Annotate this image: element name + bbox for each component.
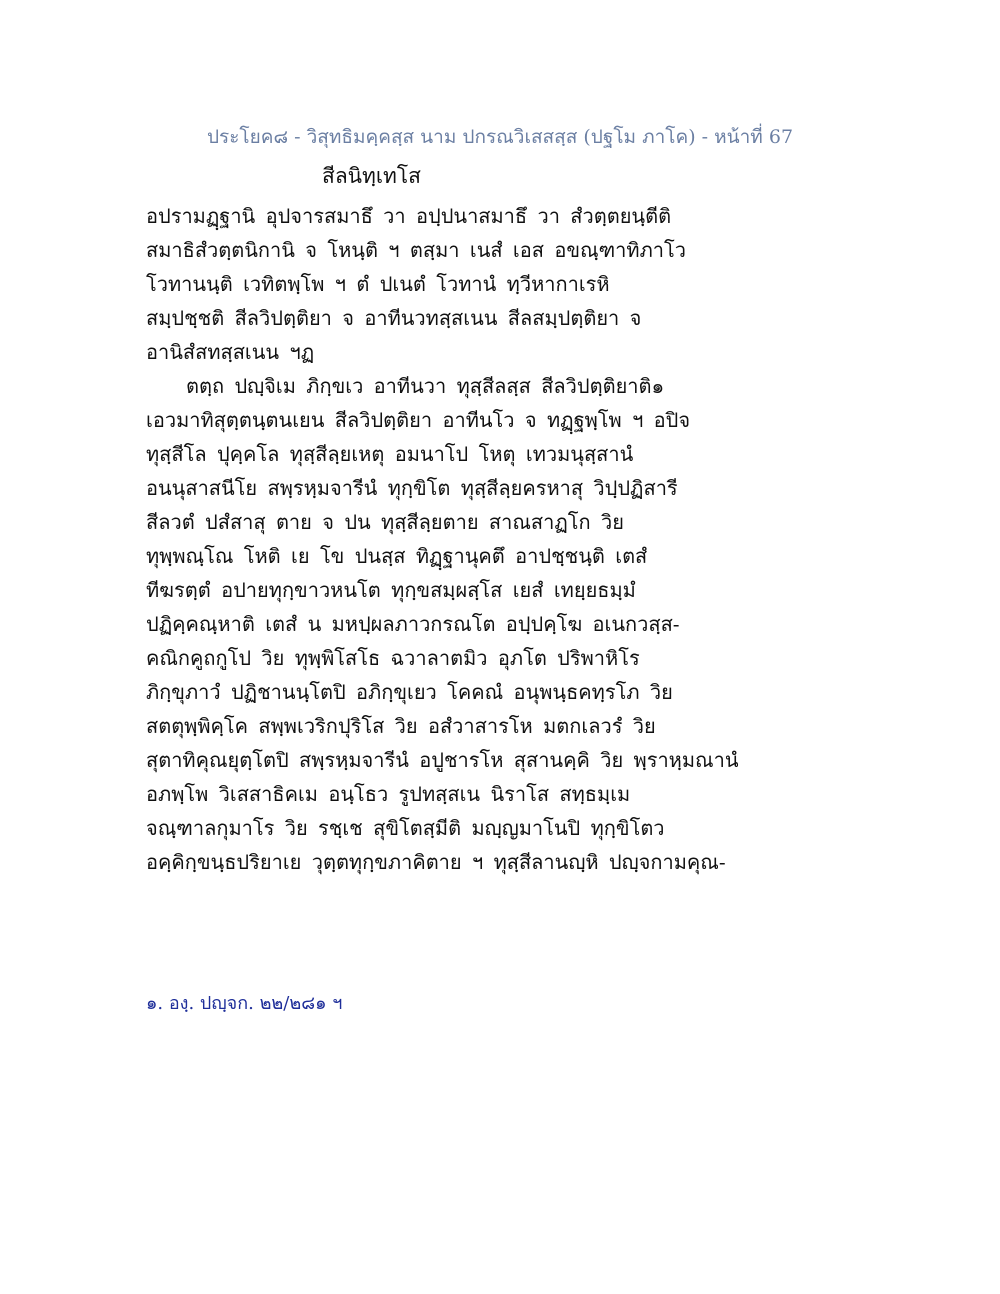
text-line: สตตุพฺพิคฺโค สพฺพเวริกปุริโส วิย อสํวาสารโห มตกเลวรํ วิย <box>146 714 656 738</box>
text-line: สมาธิสํวตฺตนิกานิ จ โหนฺติ ฯ ตสฺมา เนสํ เอส อขณฺฑาทิภาโว <box>146 238 686 262</box>
text-line: สมฺปชฺชติ สีลวิปตฺติยา จ อาทีนวทสฺสเนน สีลสมฺปตฺติยา จ <box>146 306 642 330</box>
text-line: อนนุสาสนีโย สพฺรหฺมจารีนํ ทุกฺขิโต ทุสฺสีลฺยครหาสุ วิปฺปฏิสารี <box>146 476 678 500</box>
text-line: อานิสํสทสฺสเนน ฯฏ <box>146 340 315 364</box>
text-line: ทีฆรตฺตํ อปายทุกฺขาวหนโต ทุกฺขสมฺผสฺโส เยสํ เทยฺยธมฺมํ <box>146 578 636 602</box>
text-line: ภิกฺขุภาวํ ปฏิชานนฺโตปิ อภิกฺขุเยว โคคณํ อนุพนฺธคทฺรโภ วิย <box>146 680 673 704</box>
running-header: ประโยค๘ - วิสุทธิมคฺคสฺส นาม ปกรณวิเสสสฺส (ปฐโม ภาโค) - หน้าที่ 67 <box>206 126 794 148</box>
text-line: สีลวตํ ปสํสาสุ ตาย จ ปน ทุสฺสีลฺยตาย สาณสาฏโก วิย <box>146 510 624 534</box>
body-text <box>146 199 866 879</box>
footnote: ๑. องฺ. ปญฺจก. ๒๒/๒๘๑ ฯ <box>146 993 343 1014</box>
text-line: ปฏิคฺคณฺหาติ เตสํ น มหปฺผลภาวกรณโต อปฺปคฺโฆ อเนกวสฺส- <box>146 612 680 636</box>
section-title: สีลนิทฺเทโส <box>322 164 422 188</box>
text-line: คณิกคูถกูโป วิย ทุพฺพิโสโธ ฉวาลาตมิว อุภโต ปริพาหิโร <box>146 646 640 670</box>
text-line: เอวมาทิสุตฺตนฺตนเยน สีลวิปตฺติยา อาทีนโว จ ทฏฺฐพฺโพ ฯ อปิจ <box>146 408 691 432</box>
text-line: ทุสฺสีโล ปุคฺคโล ทุสฺสีลฺยเหตุ อมนาโป โหตุ เทวมนุสฺสานํ <box>146 442 634 466</box>
text-line: โวทานนฺติ เวทิตพฺโพ ฯ ตํ ปเนตํ โวทานํ ทฺวีหากาเรหิ <box>146 272 610 296</box>
text-line: อปรามฏฺฐานิ อุปจารสมาธึ วา อปฺปนาสมาธึ วา สํวตฺตยนฺตีติ <box>146 204 672 228</box>
text-line: ตตฺถ ปญฺจิเม ภิกฺขเว อาทีนวา ทุสฺสีลสฺส สีลวิปตฺติยาติ๑ <box>186 374 665 398</box>
text-line: จณฺฑาลกุมาโร วิย รชฺเช สุขิโตสฺมีติ มญฺญมาโนปิ ทุกฺขิโตว <box>146 816 665 840</box>
text-line: อภพฺโพ วิเสสาธิคเม อนฺโธว รูปทสฺสเน นิราโส สทฺธมฺเม <box>146 782 631 806</box>
text-line: สุตาทิคุณยุตฺโตปิ สพฺรหฺมจารีนํ อปูชารโห สุสานคฺคิ วิย พฺราหฺมณานํ <box>146 748 739 772</box>
text-line: ทุพฺพณฺโณ โหติ เย โข ปนสฺส ทิฏฺฐานุคตึ อาปชฺชนฺติ เตสํ <box>146 544 648 568</box>
text-line: อคฺคิกฺขนฺธปริยาเย วุตฺตทุกฺขภาคิตาย ฯ ทุสฺสีลานญฺหิ ปญฺจกามคุณ- <box>146 850 726 874</box>
